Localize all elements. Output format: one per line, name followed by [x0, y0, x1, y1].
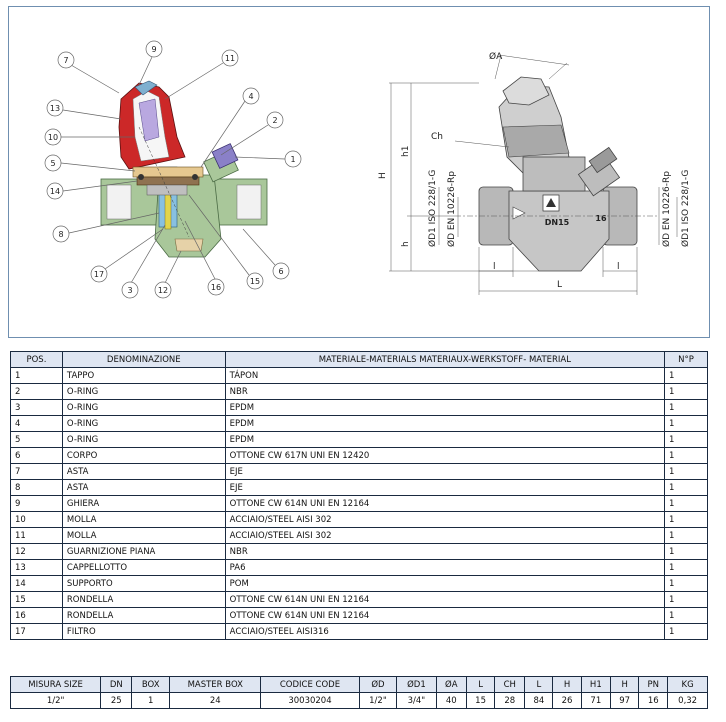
- cell-pos: 17: [11, 624, 63, 640]
- dims-header-cell: L: [525, 677, 553, 693]
- callout-13: [47, 100, 121, 119]
- cell-materiale: NBR: [225, 544, 664, 560]
- cell-materiale: OTTONE CW 614N UNI EN 12164: [225, 496, 664, 512]
- table-row: [11, 624, 708, 640]
- dims-value-cell: 15: [467, 693, 495, 709]
- parts-table-header: [11, 352, 708, 368]
- dims-header-cell: DN: [101, 677, 132, 693]
- cell-denominazione: ASTA: [62, 480, 225, 496]
- callout-8-label: 8: [58, 230, 64, 239]
- cell-materiale: EPDM: [225, 416, 664, 432]
- dims-header-cell: CODICE CODE: [261, 677, 359, 693]
- dims-header-cell: KG: [668, 677, 708, 693]
- col-pos: POS.: [11, 352, 63, 368]
- dims-header-cell: CH: [495, 677, 525, 693]
- dim-od1-left: ØD1 ISO 228/1-G: [428, 169, 438, 247]
- dim-od1-right: ØD1 ISO 228/1-G: [681, 169, 691, 247]
- cell-denominazione: O-RING: [62, 432, 225, 448]
- cell-materiale: OTTONE CW 614N UNI EN 12164: [225, 592, 664, 608]
- cell-materiale: OTTONE CW 617N UNI EN 12420: [225, 448, 664, 464]
- dims-header-cell: ØA: [436, 677, 467, 693]
- cell-denominazione: MOLLA: [62, 528, 225, 544]
- cell-denominazione: ASTA: [62, 464, 225, 480]
- cell-materiale: OTTONE CW 614N UNI EN 12164: [225, 608, 664, 624]
- callout-7: [58, 52, 119, 93]
- table-row: [11, 400, 708, 416]
- dim-od-left: ØD EN 10226-Rp: [447, 171, 457, 247]
- cell-np: 1: [665, 496, 708, 512]
- dim-h1: h1: [401, 145, 411, 157]
- cutaway-view: [45, 41, 301, 298]
- cell-materiale: EJE: [225, 480, 664, 496]
- dimensions-table-row: [11, 693, 708, 709]
- dims-header-cell: ØD1: [397, 677, 436, 693]
- dim-l-right: l: [617, 262, 620, 272]
- cell-pos: 9: [11, 496, 63, 512]
- cell-pos: 13: [11, 560, 63, 576]
- cell-materiale: EJE: [225, 464, 664, 480]
- drawing-canvas: [9, 7, 709, 337]
- cell-np: 1: [665, 576, 708, 592]
- dims-value-cell: 84: [525, 693, 553, 709]
- cell-np: 1: [665, 464, 708, 480]
- cell-np: 1: [665, 416, 708, 432]
- cell-denominazione: TAPPO: [62, 368, 225, 384]
- dim-ch: Ch: [431, 132, 443, 142]
- table-row: [11, 432, 708, 448]
- table-row: [11, 416, 708, 432]
- dims-value-cell: 30030204: [261, 693, 359, 709]
- callout-6-label: 6: [278, 267, 284, 276]
- parts-table-body: [11, 368, 708, 640]
- cell-pos: 7: [11, 464, 63, 480]
- callout-4-label: 4: [248, 92, 254, 101]
- cell-pos: 3: [11, 400, 63, 416]
- dims-value-cell: 71: [581, 693, 611, 709]
- cell-pos: 6: [11, 448, 63, 464]
- pressure-label: 16: [595, 214, 607, 223]
- cell-denominazione: FILTRO: [62, 624, 225, 640]
- cell-pos: 4: [11, 416, 63, 432]
- callout-11: [165, 50, 238, 99]
- table-row: [11, 368, 708, 384]
- cell-denominazione: O-RING: [62, 416, 225, 432]
- dim-L: L: [557, 280, 563, 290]
- col-np: N°P: [665, 352, 708, 368]
- cell-np: 1: [665, 384, 708, 400]
- table-row: [11, 496, 708, 512]
- cell-pos: 5: [11, 432, 63, 448]
- table-row: [11, 448, 708, 464]
- cell-denominazione: RONDELLA: [62, 608, 225, 624]
- cell-materiale: NBR: [225, 384, 664, 400]
- dn-label: DN15: [544, 218, 570, 227]
- dims-header-cell: H1: [581, 677, 611, 693]
- table-row: [11, 560, 708, 576]
- dims-value-cell: 1/2": [11, 693, 101, 709]
- dims-header-cell: H: [553, 677, 581, 693]
- dims-value-cell: 1: [132, 693, 170, 709]
- cell-np: 1: [665, 624, 708, 640]
- cell-np: 1: [665, 528, 708, 544]
- dims-value-cell: 25: [101, 693, 132, 709]
- cell-denominazione: GUARNIZIONE PIANA: [62, 544, 225, 560]
- cell-np: 1: [665, 368, 708, 384]
- cell-pos: 2: [11, 384, 63, 400]
- cell-np: 1: [665, 592, 708, 608]
- dimensions-table: [10, 676, 708, 709]
- dims-value-cell: 1/2": [359, 693, 397, 709]
- col-materiale: MATERIALE-MATERIALS MATERIAUX-WERKSTOFF- MATERIAL: [225, 352, 664, 368]
- callout-9: [139, 41, 162, 85]
- dims-value-cell: 97: [611, 693, 639, 709]
- callout-1: [235, 151, 301, 167]
- callout-12: [155, 251, 181, 298]
- callout-5-label: 5: [50, 159, 56, 168]
- callout-12-label: 12: [157, 286, 169, 295]
- callout-17-label: 17: [93, 270, 105, 279]
- callout-11-label: 11: [224, 54, 236, 63]
- callout-2-label: 2: [272, 116, 278, 125]
- cell-np: 1: [665, 400, 708, 416]
- callout-10-label: 10: [47, 133, 59, 142]
- cell-materiale: ACCIAIO/STEEL AISI 302: [225, 528, 664, 544]
- dims-header-cell: ØD: [359, 677, 397, 693]
- dims-header-cell: MISURA SIZE: [11, 677, 101, 693]
- dim-h-big: H: [378, 172, 388, 179]
- dim-l-left: l: [493, 262, 496, 272]
- cell-pos: 15: [11, 592, 63, 608]
- table-row: [11, 592, 708, 608]
- cell-np: 1: [665, 448, 708, 464]
- dim-oa: ØA: [489, 52, 503, 62]
- cell-pos: 12: [11, 544, 63, 560]
- cell-pos: 11: [11, 528, 63, 544]
- dim-od-right: ØD EN 10226-Rp: [662, 171, 672, 247]
- dims-value-cell: 24: [170, 693, 261, 709]
- dims-value-cell: 26: [553, 693, 581, 709]
- cell-materiale: TÁPON: [225, 368, 664, 384]
- dims-header-cell: PN: [639, 677, 668, 693]
- callout-3-label: 3: [127, 286, 133, 295]
- callout-9-label: 9: [151, 45, 157, 54]
- technical-drawing: [8, 6, 710, 338]
- cell-denominazione: CAPPELLOTTO: [62, 560, 225, 576]
- callout-6: [243, 229, 289, 279]
- cell-denominazione: CORPO: [62, 448, 225, 464]
- cell-pos: 1: [11, 368, 63, 384]
- dims-header-cell: MASTER BOX: [170, 677, 261, 693]
- dimensions-table-header: [11, 677, 708, 693]
- parts-table: [10, 351, 708, 640]
- table-row: [11, 512, 708, 528]
- cell-materiale: POM: [225, 576, 664, 592]
- callout-17: [91, 229, 163, 282]
- cell-denominazione: O-RING: [62, 384, 225, 400]
- cell-np: 1: [665, 544, 708, 560]
- cell-materiale: EPDM: [225, 432, 664, 448]
- table-row: [11, 464, 708, 480]
- table-row: [11, 528, 708, 544]
- dims-header-cell: L: [467, 677, 495, 693]
- dims-header-cell: BOX: [132, 677, 170, 693]
- dim-h: h: [401, 241, 411, 247]
- cell-denominazione: RONDELLA: [62, 592, 225, 608]
- external-view: [378, 51, 691, 295]
- cell-materiale: EPDM: [225, 400, 664, 416]
- table-row: [11, 608, 708, 624]
- col-denominazione: DENOMINAZIONE: [62, 352, 225, 368]
- callout-13-label: 13: [49, 104, 61, 113]
- cell-pos: 16: [11, 608, 63, 624]
- dims-value-cell: 28: [495, 693, 525, 709]
- table-row: [11, 576, 708, 592]
- cell-materiale: ACCIAIO/STEEL AISI316: [225, 624, 664, 640]
- cell-denominazione: SUPPORTO: [62, 576, 225, 592]
- callout-16-label: 16: [210, 283, 222, 292]
- cell-materiale: PA6: [225, 560, 664, 576]
- table-row: [11, 480, 708, 496]
- cell-np: 1: [665, 512, 708, 528]
- table-row: [11, 384, 708, 400]
- cell-denominazione: O-RING: [62, 400, 225, 416]
- callout-15-label: 15: [249, 277, 261, 286]
- cell-np: 1: [665, 608, 708, 624]
- cell-materiale: ACCIAIO/STEEL AISI 302: [225, 512, 664, 528]
- dims-header-cell: H: [611, 677, 639, 693]
- callout-7-label: 7: [63, 56, 69, 65]
- dims-value-cell: 0,32: [668, 693, 708, 709]
- cell-denominazione: MOLLA: [62, 512, 225, 528]
- cell-denominazione: GHIERA: [62, 496, 225, 512]
- cell-pos: 8: [11, 480, 63, 496]
- cell-np: 1: [665, 480, 708, 496]
- dims-value-cell: 40: [436, 693, 467, 709]
- cell-np: 1: [665, 432, 708, 448]
- dims-value-cell: 3/4": [397, 693, 436, 709]
- cell-pos: 10: [11, 512, 63, 528]
- cell-pos: 14: [11, 576, 63, 592]
- dims-value-cell: 16: [639, 693, 668, 709]
- callout-14-label: 14: [49, 187, 61, 196]
- cell-np: 1: [665, 560, 708, 576]
- callout-1-label: 1: [290, 155, 296, 164]
- table-row: [11, 544, 708, 560]
